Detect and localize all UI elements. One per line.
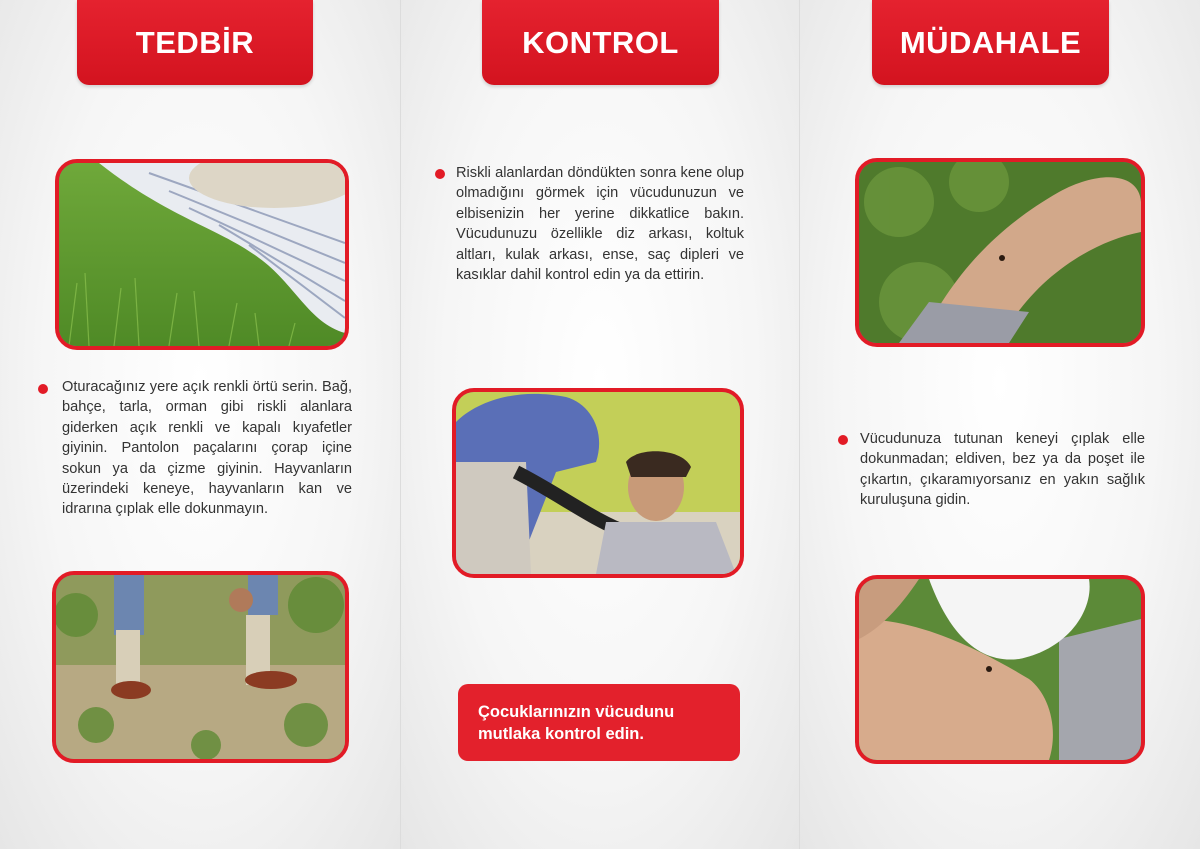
mudahale-text: Vücudunuza tutunan keneyi çıplak elle dokunmadan; eldiven, bez ya da poşet ile çıkartın, çıkaramıyorsanız en yakın sağlık kuruluşuna gidin.	[860, 431, 1145, 509]
bullet-dot	[435, 169, 445, 179]
photo-blanket-on-grass	[55, 159, 349, 350]
photo-socks-over-trousers	[52, 571, 349, 763]
photo-checking-neck	[452, 388, 744, 578]
callout-check-children: Çocuklarınızın vücudunu mutlaka kontrol edin.	[458, 684, 740, 761]
heading-mudahale: MÜDAHALE	[872, 0, 1109, 85]
heading-tedbir: TEDBİR	[77, 0, 313, 85]
tedbir-text: Oturacağınız yere açık renkli örtü serin. Bağ, bahçe, tarla, orman gibi riskli alanlara giderken açık renkli ve kapalı kıyafetler giyinin. Pantolon paçalarını çorap içine sokun ya da çizme giyinin. Hayvanların üzerindeki keneye, hayvanların kan ve idrarına çıplak elle dokunmayın.	[62, 379, 352, 518]
photo-tick-on-arm	[855, 158, 1145, 347]
heading-kontrol: KONTROL	[482, 0, 719, 85]
photo-removing-tick-with-bag	[855, 575, 1145, 764]
kontrol-text: Riskli alanlardan döndükten sonra kene olup olmadığını görmek için vücudunuzun ve elbisenizin her yerine dikkatlice bakın. Vücudunuzu özellikle diz arkası, koltuk altları, kulak arkası, ense, saç dipleri ve kasıklar dahil kontrol edin ya da ettirin.	[456, 165, 744, 284]
bullet-dot	[38, 384, 48, 394]
bullet-dot	[838, 435, 848, 445]
